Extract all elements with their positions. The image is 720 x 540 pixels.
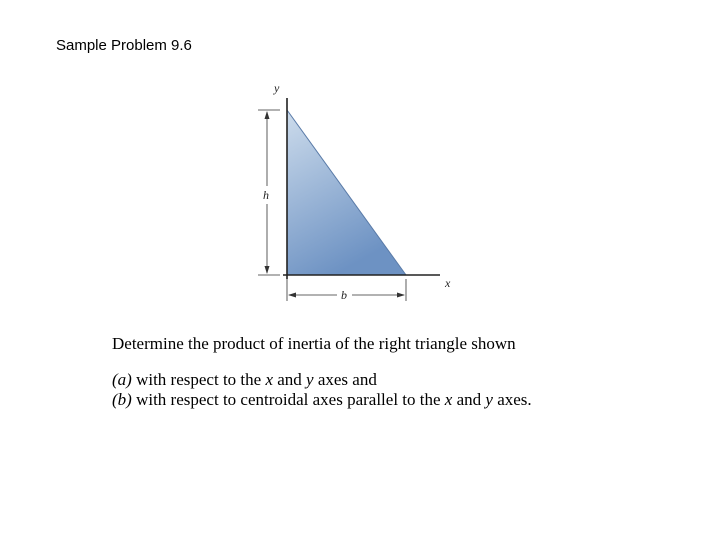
part-a-tag: (a) bbox=[112, 370, 132, 389]
part-a-var-y: y bbox=[306, 370, 314, 389]
part-a-var-x: x bbox=[265, 370, 273, 389]
height-dimension bbox=[258, 110, 280, 275]
slide-title: Sample Problem 9.6 bbox=[56, 37, 192, 54]
problem-statement: Determine the product of inertia of the right triangle shown bbox=[112, 334, 516, 353]
part-b-var-x: x bbox=[444, 390, 453, 409]
part-b-text-before: with respect to centroidal axes parallel to the bbox=[136, 390, 441, 409]
part-a-line bbox=[112, 370, 532, 390]
part-a-conj: and bbox=[277, 370, 302, 389]
height-label: h bbox=[263, 188, 269, 202]
base-label: b bbox=[341, 288, 347, 302]
part-b-text-after: axes. bbox=[497, 390, 532, 409]
triangle-diagram bbox=[248, 76, 468, 308]
part-b-line bbox=[112, 390, 532, 410]
right-triangle bbox=[287, 110, 406, 275]
part-a-text-before: with respect to the bbox=[136, 370, 262, 389]
part-b-tag: (b) bbox=[112, 390, 132, 409]
part-a-text-after: axes and bbox=[317, 370, 377, 389]
problem-text bbox=[112, 334, 532, 410]
part-b-conj: and bbox=[456, 390, 482, 409]
part-b-var-y: y bbox=[485, 390, 493, 409]
x-axis-label: x bbox=[445, 276, 451, 290]
triangle-figure bbox=[248, 76, 468, 308]
y-axis-label: y bbox=[274, 81, 280, 95]
